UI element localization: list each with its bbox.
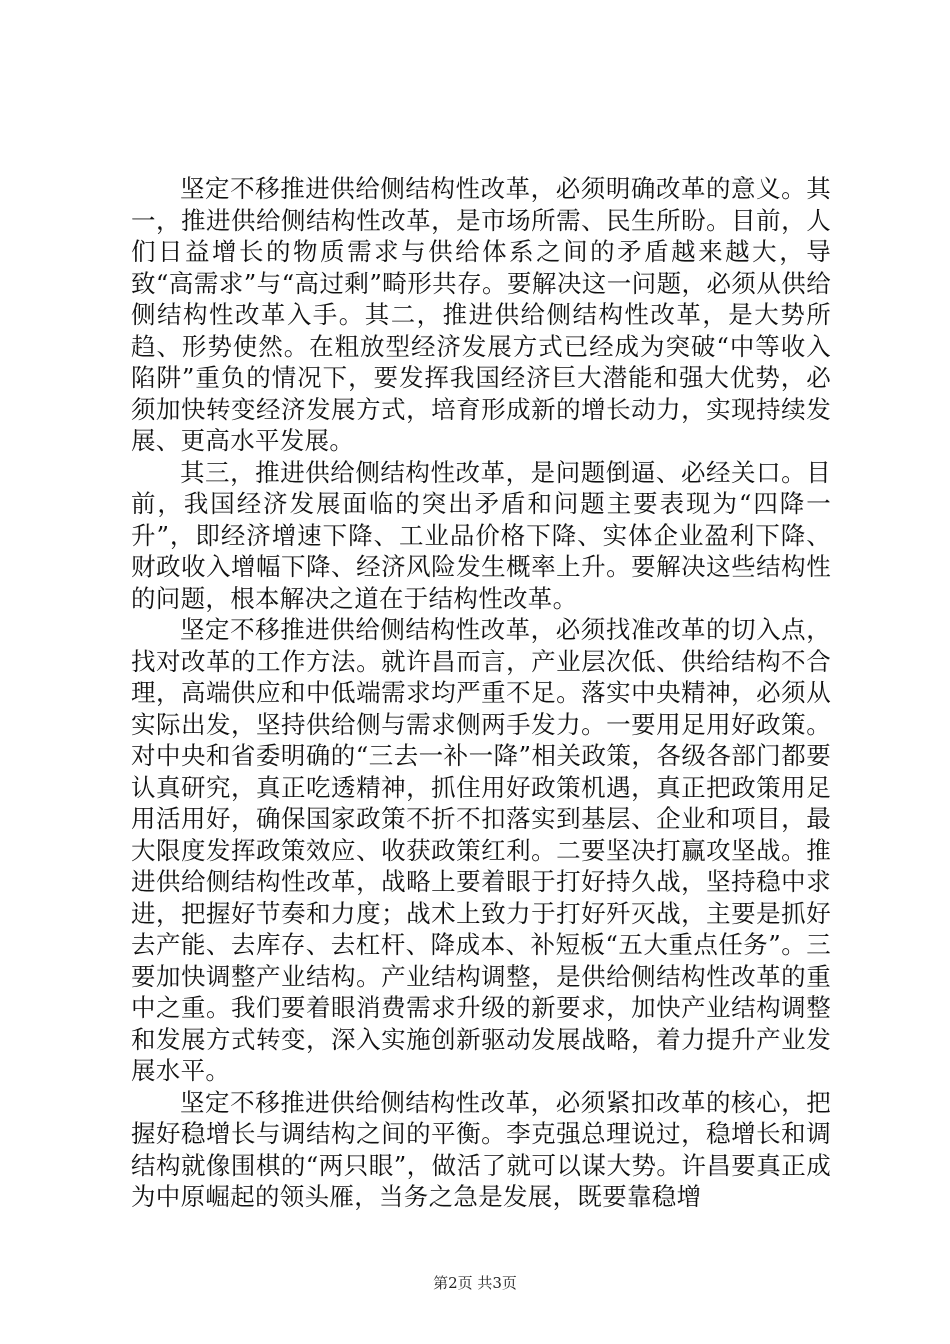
paragraph-4: 坚定不移推进供给侧结构性改革，必须紧扣改革的核心，把握好稳增长与调结构之间的平衡。李克强总理说过，稳增长和调结构就像围棋的“两只眼”，做活了就可以谋大势。许昌要真正成为中原崛起的领头雁，当务之急是发展，既要靠稳增: [131, 1087, 831, 1211]
paragraph-3: 坚定不移推进供给侧结构性改革，必须找准改革的切入点，找对改革的工作方法。就许昌而言，产业层次低、供给结构不合理，高端供应和中低端需求均严重不足。落实中央精神，必须从实际出发，坚持供给侧与需求侧两手发力。一要用足用好政策。对中央和省委明确的“三去一补一降”相关政策，各级各部门都要认真研究，真正吃透精神，抓住用好政策机遇，真正把政策用足用活用好，确保国家政策不折不扣落实到基层、企业和项目，最大限度发挥政策效应、收获政策红利。二要坚决打赢攻坚战。推进供给侧结构性改革，战略上要着眼于打好持久战，坚持稳中求进，把握好节奏和力度；战术上致力于打好歼灭战，主要是抓好去产能、去库存、去杠杆、降成本、补短板“五大重点任务”。三要加快调整产业结构。产业结构调整，是供给侧结构性改革的重中之重。我们要着眼消费需求升级的新要求，加快产业结构调整和发展方式转变，深入实施创新驱动发展战略，着力提升产业发展水平。: [131, 615, 831, 1085]
paragraph-1: 坚定不移推进供给侧结构性改革，必须明确改革的意义。其一，推进供给侧结构性改革，是市场所需、民生所盼。目前，人们日益增长的物质需求与供给体系之间的矛盾越来越大，导致“高需求”与“高过剩”畸形共存。要解决这一问题，必须从供给侧结构性改革入手。其二，推进供给侧结构性改革，是大势所趋、形势使然。在粗放型经济发展方式已经成为突破“中等收入陷阱”重负的情况下，要发挥我国经济巨大潜能和强大优势，必须加快转变经济发展方式，培育形成新的增长动力，实现持续发展、更高水平发展。: [131, 174, 831, 455]
page-footer: 第2页 共3页: [433, 1274, 517, 1292]
paragraph-2: 其三，推进供给侧结构性改革，是问题倒逼、必经关口。目前，我国经济发展面临的突出矛盾和问题主要表现为“四降一升”，即经济增速下降、工业品价格下降、实体企业盈利下降、财政收入增幅下降、经济风险发生概率上升。要解决这些结构性的问题，根本解决之道在于结构性改革。: [131, 457, 832, 613]
document-body: [131, 173, 831, 1213]
